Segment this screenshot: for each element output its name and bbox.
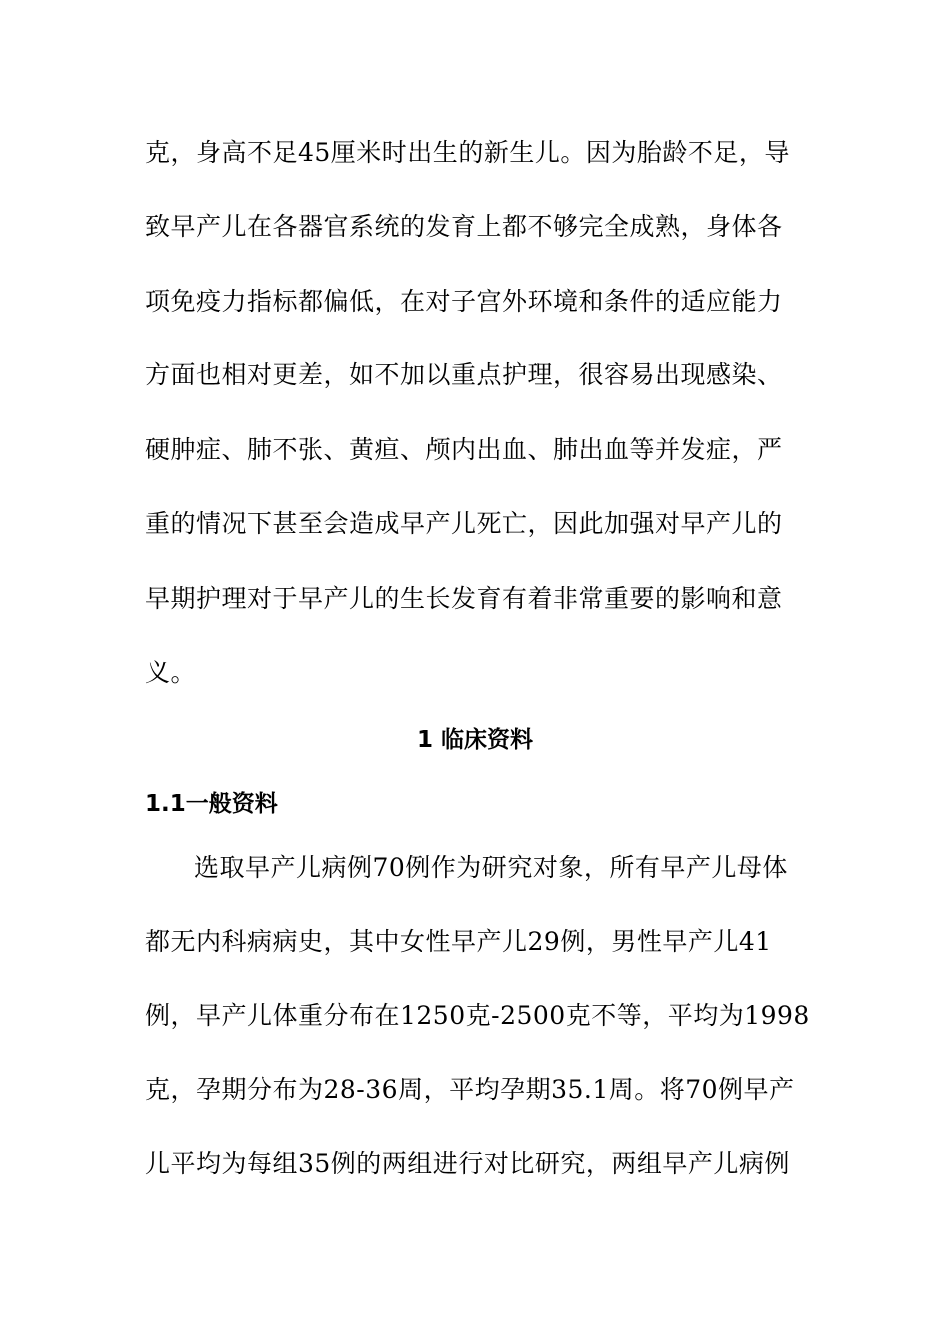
paragraph-line: 都无内科病病史，其中女性早产儿29例，男性早产儿41 (145, 927, 772, 956)
paragraph-line: 项免疫力指标都偏低，在对子宫外环境和条件的适应能力 (145, 287, 783, 316)
paragraph-line: 重的情况下甚至会造成早产儿死亡，因此加强对早产儿的 (145, 509, 783, 538)
paragraph-line: 儿平均为每组35例的两组进行对比研究，两组早产儿病例 (145, 1149, 790, 1178)
paragraph-line: 例，早产儿体重分布在1250克-2500克不等，平均为1998 (145, 1001, 810, 1030)
subsection-heading: 1.1一般资料 (145, 791, 278, 817)
paragraph-line: 克，身高不足45厘米时出生的新生儿。因为胎龄不足，导 (145, 138, 790, 167)
section-heading: 1 临床资料 (416, 727, 533, 753)
paragraph-line: 方面也相对更差，如不加以重点护理，很容易出现感染、 (145, 360, 783, 389)
paragraph-line: 早期护理对于早产儿的生长发育有着非常重要的影响和意 (145, 584, 783, 613)
paragraph-line: 致早产儿在各器官系统的发育上都不够完全成熟，身体各 (145, 212, 783, 241)
paragraph-line: 选取早产儿病例70例作为研究对象，所有早产儿母体 (194, 853, 788, 882)
paragraph-line: 义。 (145, 658, 197, 687)
paragraph-line: 克，孕期分布为28-36周，平均孕期35.1周。将70例早产 (145, 1075, 795, 1104)
paragraph-line: 硬肿症、肺不张、黄疸、颅内出血、肺出血等并发症，严 (145, 435, 783, 464)
